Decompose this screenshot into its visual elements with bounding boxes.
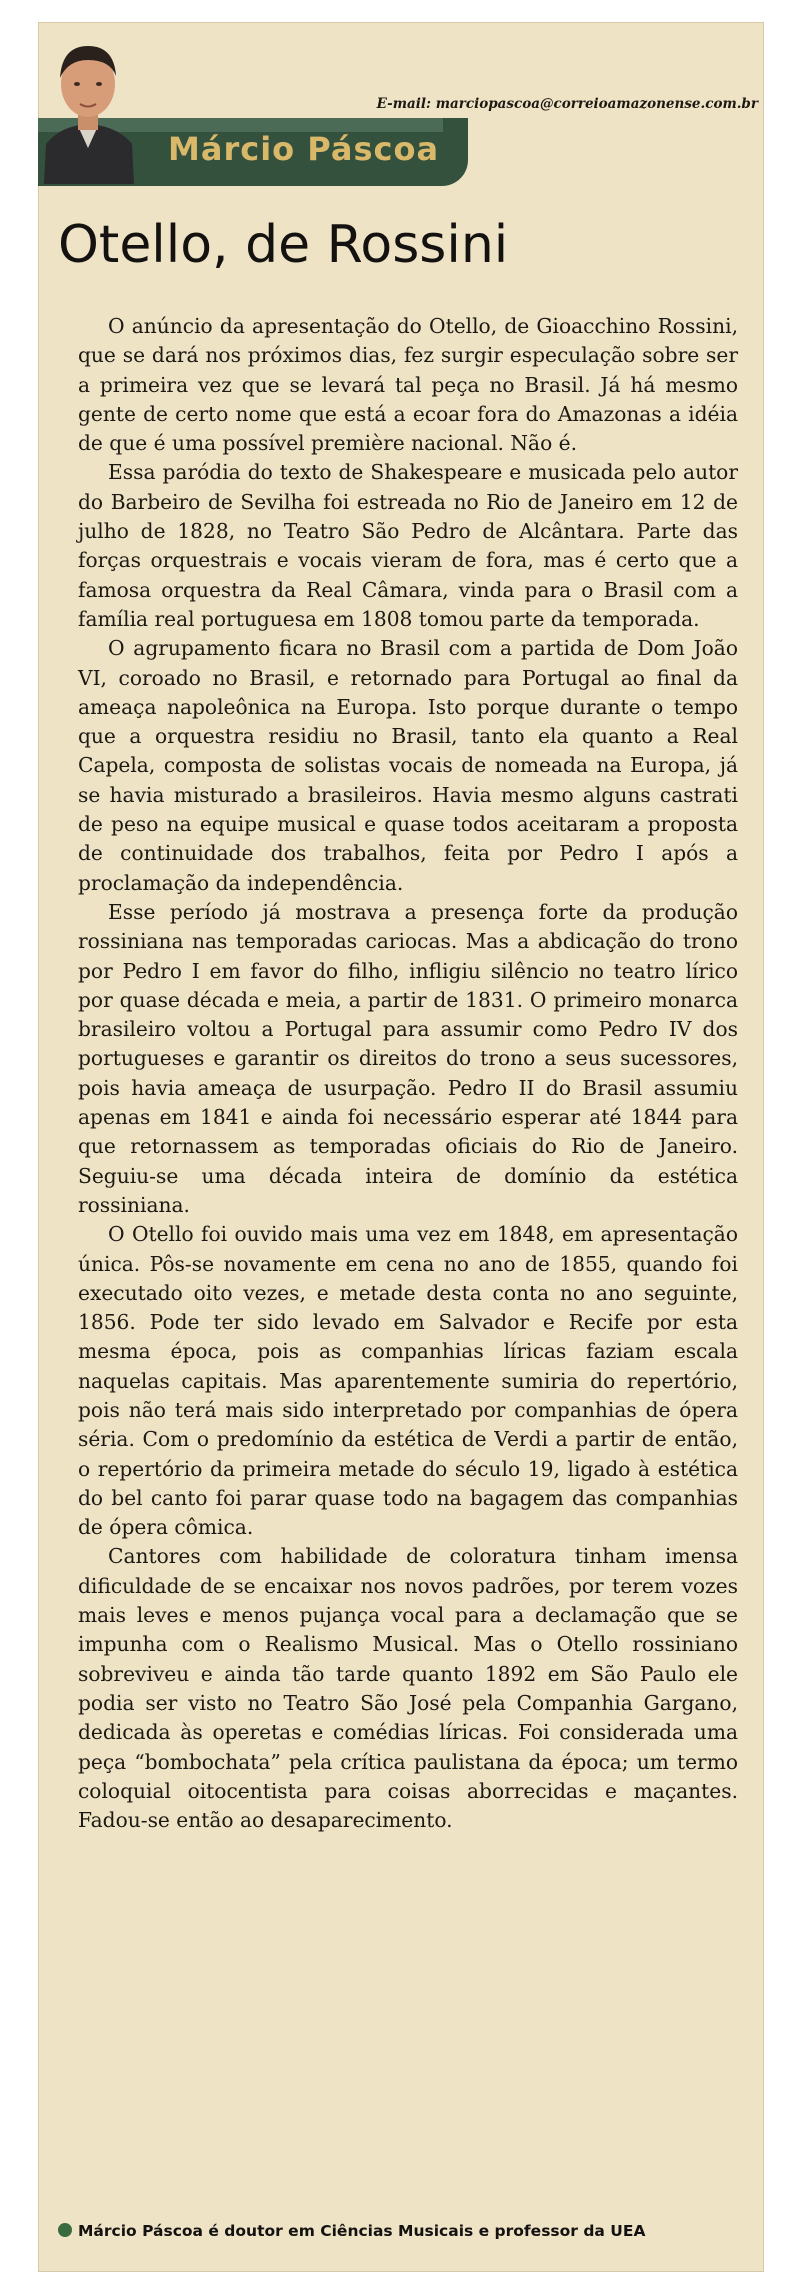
article-paragraph: Essa paródia do texto de Shakespeare e musicada pelo autor do Barbeiro de Sevilha foi estreada no Rio de Janeiro em 12 de julho de 1828, no Teatro São Pedro de Alcântara. Parte das forças orquestrais e vocais vieram de fora, mas é certo que a famosa orquestra da Real Câmara, vinda para o Brasil com a família real portuguesa em 1808 tomou parte da temporada. [78, 460, 738, 631]
article-title: Otello, de Rossini [58, 215, 509, 275]
bullet-icon [58, 2223, 72, 2237]
article-paragraph: O Otello foi ouvido mais uma vez em 1848, em apresentação única. Pôs-se novamente em cena no ano de 1855, quando foi executado oito vezes, e metade desta conta no ano seguinte, 1856. Pode ter sido levado em Salvador e Recife por esta mesma época, pois as companhias líricas faziam escala naquelas capitais. Mas aparentemente sumiria do repertório, pois não terá mais sido interpretado por companhias de ópera séria. Com o predomínio da estética de Verdi a partir de então, o repertório da primeira metade do século 19, ligado à estética do bel canto foi parar quase todo na bagagem das companhias de ópera cômica. [78, 1222, 738, 1540]
author-bio-text: Márcio Páscoa é doutor em Ciências Musicais e professor da UEA [78, 2222, 646, 2240]
article-paragraph: Esse período já mostrava a presença forte da produção rossiniana nas temporadas cariocas. Mas a abdicação do trono por Pedro I em favor do filho, infligiu silêncio no teatro lírico por quase década e meia, a partir de 1831. O primeiro monarca brasileiro voltou a Portugal para assumir como Pedro IV dos portugueses e garantir os direitos do trono a seus sucessores, pois havia ameaça de usurpação. Pedro II do Brasil assumiu apenas em 1841 e ainda foi necessário esperar até 1844 para que retornassem as temporadas oficiais do Rio de Janeiro. Seguiu-se uma década inteira de domínio da estética rossiniana. [78, 899, 738, 1217]
article-body [78, 312, 738, 1835]
author-bio [58, 2222, 645, 2240]
article-paragraph: O agrupamento ficara no Brasil com a partida de Dom João VI, coroado no Brasil, e retornado para Portugal ao final da ameaça napoleônica na Europa. Isto porque durante o tempo que a orquestra residiu no Brasil, tanto ela quanto a Real Capela, composta de solistas vocais de nomeada na Europa, já se havia misturado a brasileiros. Havia mesmo alguns castrati de peso na equipe musical e quase todos aceitaram a proposta de continuidade dos trabalhos, feita por Pedro I após a proclamação da independência. [78, 636, 738, 895]
article-paragraph: O anúncio da apresentação do Otello, de Gioacchino Rossini, que se dará nos próximos dias, fez surgir especulação sobre ser a primeira vez que se levará tal peça no Brasil. Já há mesmo gente de certo nome que está a ecoar fora do Amazonas a idéia de que é uma possível première nacional. Não é. [78, 314, 738, 456]
article-paragraph: Cantores com habilidade de coloratura tinham imensa dificuldade de se encaixar nos novos padrões, por terem vozes mais leves e menos pujança vocal para a declamação que se impunha com o Realismo Musical. Mas o Otello rossiniano sobreviveu e ainda tão tarde quanto 1892 em São Paulo ele podia ser visto no Teatro São José pela Companhia Gargano, dedicada às operetas e comédias líricas. Foi considerada uma peça “bombochata” pela crítica paulistana da época; um termo coloquial oitocentista para coisas aborrecidas e maçantes. Fadou-se então ao desaparecimento. [78, 1544, 738, 1833]
newspaper-clipping [38, 22, 764, 2272]
author-email: E-mail: marciopascoa@correioamazonense.com.br [376, 96, 758, 112]
column-author-name: Márcio Páscoa [168, 130, 440, 168]
author-photo [40, 26, 136, 184]
